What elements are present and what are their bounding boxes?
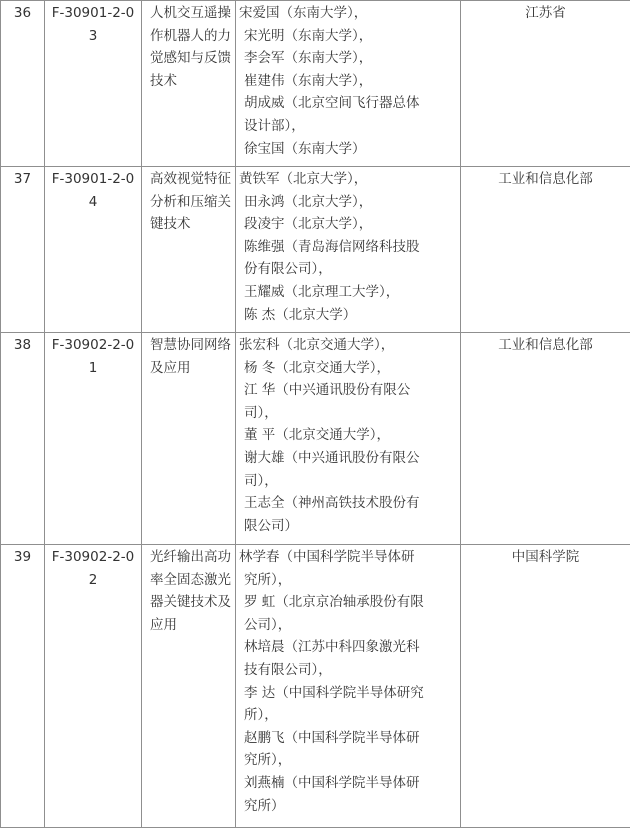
person-line: 徐宝国（东南大学） <box>239 138 456 161</box>
project-code: F-30901-2-04 <box>45 167 142 333</box>
row-number: 39 <box>1 545 45 828</box>
row-number: 38 <box>1 333 45 545</box>
person-line: 罗 虹（北京京冶轴承股份有限 <box>239 591 456 614</box>
project-name: 高效视觉特征分析和压缩关键技术 <box>142 167 236 333</box>
person-line: 董 平（北京交通大学）， <box>239 424 456 447</box>
person-line: 张宏科（北京交通大学）， <box>239 334 456 357</box>
nominating-unit: 中国科学院 <box>461 545 630 828</box>
person-line: 宋爱国（东南大学）， <box>239 2 456 25</box>
person-line: 限公司） <box>239 515 456 538</box>
person-line: 江 华（中兴通讯股份有限公 <box>239 379 456 402</box>
person-line: 田永鸿（北京大学）， <box>239 191 456 214</box>
person-line: 崔建伟（东南大学）， <box>239 70 456 93</box>
person-line: 谢大雄（中兴通讯股份有限公 <box>239 447 456 470</box>
people-list <box>236 333 461 545</box>
project-name: 智慧协同网络及应用 <box>142 333 236 545</box>
people-list <box>236 1 461 167</box>
person-line: 司）， <box>239 402 456 425</box>
people-list <box>236 167 461 333</box>
person-line: 设计部）， <box>239 115 456 138</box>
person-line: 所）， <box>239 704 456 727</box>
person-line: 王志全（神州高铁技术股份有 <box>239 492 456 515</box>
person-line: 李 达（中国科学院半导体研究 <box>239 682 456 705</box>
person-line: 王耀威（北京理工大学）， <box>239 281 456 304</box>
nominating-unit: 工业和信息化部 <box>461 333 630 545</box>
table-row <box>1 545 630 828</box>
people-list <box>236 545 461 828</box>
person-line: 司）， <box>239 470 456 493</box>
person-line: 技有限公司）， <box>239 659 456 682</box>
project-code: F-30901-2-03 <box>45 1 142 167</box>
person-line: 赵鹏飞（中国科学院半导体研 <box>239 727 456 750</box>
nominating-unit: 江苏省 <box>461 1 630 167</box>
person-line: 份有限公司）， <box>239 258 456 281</box>
nominating-unit: 工业和信息化部 <box>461 167 630 333</box>
person-line: 李会军（东南大学）， <box>239 47 456 70</box>
person-line: 林学春（中国科学院半导体研 <box>239 546 456 569</box>
person-line: 胡成威（北京空间飞行器总体 <box>239 92 456 115</box>
row-number: 36 <box>1 1 45 167</box>
project-name: 人机交互遥操作机器人的力觉感知与反馈技术 <box>142 1 236 167</box>
person-line: 宋光明（东南大学）， <box>239 25 456 48</box>
table-row <box>1 1 630 167</box>
person-line: 黄铁军（北京大学）， <box>239 168 456 191</box>
person-line: 陈 杰（北京大学） <box>239 304 456 327</box>
person-line: 段凌宇（北京大学）， <box>239 213 456 236</box>
person-line: 刘燕楠（中国科学院半导体研 <box>239 772 456 795</box>
project-code: F-30902-2-01 <box>45 333 142 545</box>
person-line: 杨 冬（北京交通大学）， <box>239 357 456 380</box>
person-line: 究所）， <box>239 749 456 772</box>
person-line: 陈维强（青岛海信网络科技股 <box>239 236 456 259</box>
person-line: 林培晨（江苏中科四象激光科 <box>239 636 456 659</box>
person-line: 究所）， <box>239 569 456 592</box>
table-row <box>1 333 630 545</box>
row-number: 37 <box>1 167 45 333</box>
person-line: 公司）， <box>239 614 456 637</box>
table-row <box>1 167 630 333</box>
project-code: F-30902-2-02 <box>45 545 142 828</box>
project-name: 光纤输出高功率全固态激光器关键技术及应用 <box>142 545 236 828</box>
person-line: 究所） <box>239 795 456 818</box>
